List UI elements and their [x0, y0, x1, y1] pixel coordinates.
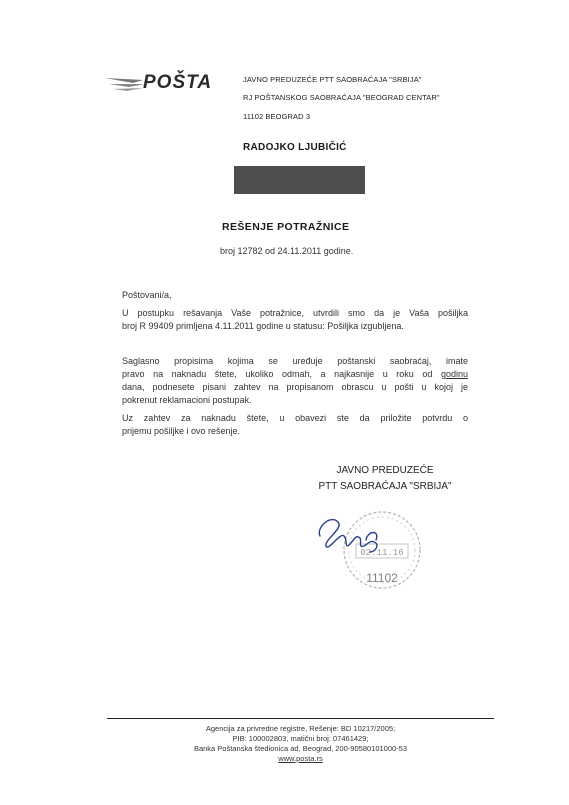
stamp-date: 02.11.16 — [360, 548, 404, 558]
paragraph-line: U postupku rešavanja Vaše potražnice, utvrdili smo da je Vaša pošiljka — [122, 308, 468, 318]
signature-org-line: JAVNO PREDUZEĆE — [336, 465, 434, 476]
paragraph-line: Saglasno propisima kojima se uređuje poštanski saobraćaj, imate — [122, 356, 468, 366]
recipient-name: RADOJKO LJUBIČIĆ — [243, 142, 347, 153]
footer-rule — [107, 718, 494, 719]
postal-stamp — [344, 512, 420, 588]
stamp-code: 11102 — [366, 571, 398, 585]
paragraph-line: dana, podnesete pisani zahtev na propisanom obrascu u pošti u kojoj je — [122, 382, 468, 392]
underlined-word: godinu — [440, 369, 468, 379]
signature-and-stamp — [310, 506, 440, 596]
document-title: REŠENJE POTRAŽNICE — [222, 221, 350, 233]
signature-org-line: PTT SAOBRAĆAJA "SRBIJA" — [318, 481, 452, 492]
paragraph-line: prijemu pošiljke i ovo rešenje. — [122, 426, 241, 436]
paragraph-line: broj R 99409 primljena 4.11.2011 godine u statusu: Pošiljka izgubljena. — [122, 321, 404, 331]
paragraph-line — [122, 368, 468, 381]
header-org-line: JAVNO PREDUZEĆE PTT SAOBRAĆAJA "SRBIJA" — [243, 75, 422, 84]
footer-line: Agencija za privredne registre, Rešenje: BD 10217/2005; — [205, 724, 396, 733]
greeting: Poštovani/a, — [122, 290, 172, 300]
footer-line: PIB: 100002803, matični broj: 07461429; — [232, 734, 369, 743]
signature-organization — [300, 463, 470, 495]
footer-line: Banka Poštanska štedionica ad, Beograd, 200-90580101000-53 — [193, 744, 408, 753]
paragraph-rights — [122, 355, 468, 407]
paragraph-status — [122, 307, 468, 333]
paragraph-line: Uz zahtev za naknadu štete, u obavezi ste da priložite potvrdu o — [122, 413, 468, 423]
footer-website-link[interactable]: www.posta.rs — [278, 754, 323, 763]
paragraph-attachments — [122, 412, 468, 438]
footer — [107, 724, 494, 764]
paragraph-line: pokrenut reklamacioni postupak. — [122, 395, 252, 405]
header-unit-line: RJ POŠTANSKOG SAOBRAĆAJA "BEOGRAD CENTAR" — [243, 93, 440, 102]
paragraph-text: pravo na naknadu štete, ukoliko odmah, a najkasnije u roku od — [122, 369, 433, 379]
document-subtitle: broj 12782 od 24.11.2011 godine. — [220, 246, 354, 256]
logo-text: POŠTA — [143, 72, 213, 93]
posta-logo — [103, 70, 231, 96]
redacted-address-block — [234, 166, 365, 194]
header-address-line: 11102 BEOGRAD 3 — [243, 112, 311, 121]
